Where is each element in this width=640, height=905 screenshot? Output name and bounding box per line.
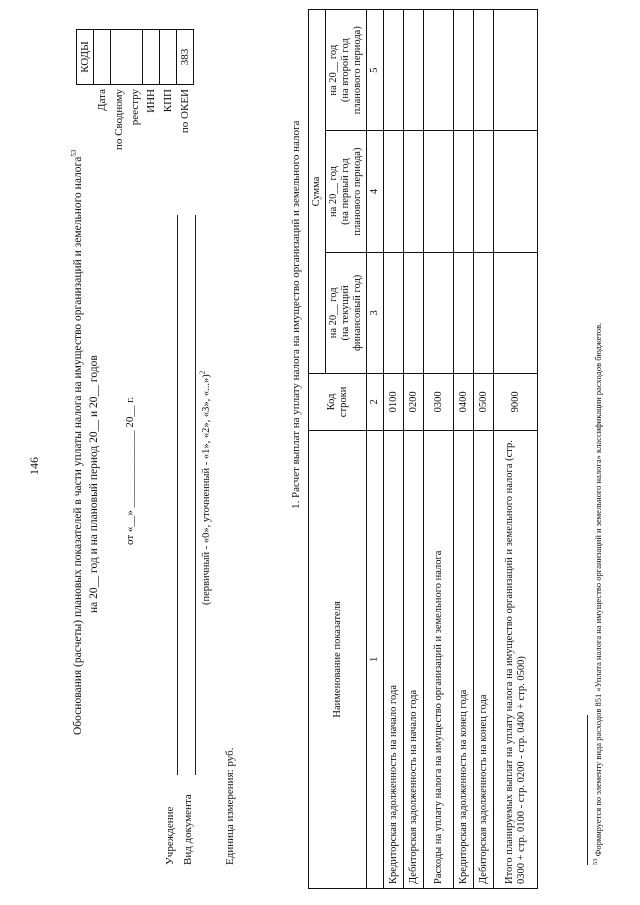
row-code: 0300 bbox=[424, 374, 454, 431]
row-name: Дебиторская задолженность на конец года bbox=[474, 430, 494, 888]
calculation-table-wrapper bbox=[308, 9, 538, 889]
row-code: 0500 bbox=[474, 374, 494, 431]
column-number-row bbox=[367, 10, 384, 889]
column-number: 1 bbox=[367, 430, 384, 888]
sum-cell bbox=[384, 131, 404, 252]
table-row-total bbox=[494, 10, 538, 889]
sum-cell bbox=[454, 10, 474, 131]
hint-text: (первичный - «0», уточненный - «1», «2», «3», «...») bbox=[201, 374, 212, 605]
title-period: на 20__ год и на плановый период 20__ и 20__ годов bbox=[88, 355, 100, 613]
table-row bbox=[424, 10, 454, 889]
codes-header: КОДЫ bbox=[77, 30, 94, 85]
header-sum: Сумма bbox=[309, 10, 326, 374]
institution-label: Учреждение bbox=[164, 806, 176, 865]
code-value-inn bbox=[143, 30, 160, 85]
column-number: 5 bbox=[367, 10, 384, 131]
code-label-date: Дата bbox=[96, 89, 108, 111]
codes-box bbox=[76, 29, 194, 179]
row-code: 9000 bbox=[494, 374, 538, 431]
code-label-inn: ИНН bbox=[145, 89, 157, 113]
sum-cell bbox=[494, 10, 538, 131]
institution-field-line bbox=[176, 215, 178, 775]
row-code: 0200 bbox=[404, 374, 424, 431]
code-value-registry bbox=[111, 30, 143, 85]
document-type-label: Вид документа bbox=[182, 794, 194, 865]
sum-cell bbox=[494, 131, 538, 252]
footnote-number: 53 bbox=[592, 858, 600, 865]
header-row-code: Код строки bbox=[309, 374, 367, 431]
page-number: 146 bbox=[27, 457, 41, 475]
column-number: 2 bbox=[367, 374, 384, 431]
sum-cell bbox=[454, 252, 474, 373]
row-code: 0100 bbox=[384, 374, 404, 431]
code-label-kpp: КПП bbox=[162, 89, 174, 113]
footnote bbox=[592, 323, 605, 865]
column-number: 3 bbox=[367, 252, 384, 373]
code-label-registry-2: реестру bbox=[128, 89, 141, 126]
sum-cell bbox=[404, 10, 424, 131]
header-sum-first-plan-year: на 20__ год (на первый год планового периода) bbox=[326, 131, 367, 252]
sum-cell bbox=[424, 10, 454, 131]
document-type-hint bbox=[200, 371, 213, 605]
sum-cell bbox=[404, 131, 424, 252]
codes-table bbox=[76, 29, 194, 179]
footnote-reference: 2 bbox=[198, 370, 207, 375]
sum-cell bbox=[454, 131, 474, 252]
sum-cell bbox=[424, 131, 454, 252]
calculation-table bbox=[308, 9, 538, 889]
table-row bbox=[474, 10, 494, 889]
table-row bbox=[454, 10, 474, 889]
footnote-separator bbox=[586, 715, 588, 865]
header-sum-second-plan-year: на 20__ год (на второй год планового периода) bbox=[326, 10, 367, 131]
sum-cell bbox=[494, 252, 538, 373]
date-line: от «__» ______________ 20__ г. bbox=[124, 396, 136, 545]
row-name: Расходы на уплату налога на имущество организаций и земельного налога bbox=[424, 430, 454, 888]
code-value-okei: 383 bbox=[177, 30, 194, 85]
unit-label: Единица измерения: руб. bbox=[224, 747, 236, 865]
document-title bbox=[72, 150, 85, 735]
row-name: Дебиторская задолженность на начало года bbox=[404, 430, 424, 888]
sum-cell bbox=[474, 10, 494, 131]
header-sum-current-year: на 20__ год (на текущий финансовый год) bbox=[326, 252, 367, 373]
footnote-text: Формируется по элементу вида расходов 851 «Уплата налога на имущество организаций и земельного налога» классификации расходов бюджетов. bbox=[593, 322, 603, 857]
code-label-registry: по Сводному bbox=[112, 89, 125, 151]
title-text: Обоснования (расчеты) плановых показателей в части уплаты налога на имущество организаций и земельного налога bbox=[72, 156, 84, 735]
row-code: 0400 bbox=[454, 374, 474, 431]
document-type-field-line bbox=[194, 215, 196, 775]
row-name: Кредиторская задолженность на конец года bbox=[454, 430, 474, 888]
table-row bbox=[384, 10, 404, 889]
sum-cell bbox=[474, 252, 494, 373]
sum-cell bbox=[404, 252, 424, 373]
column-number: 4 bbox=[367, 131, 384, 252]
row-name: Итого планируемых выплат на уплату налога на имущество организаций и земельного налога (стр. 0300 + стр. 0100 - стр. 0200 - стр. 0400 + стр. 0500) bbox=[494, 430, 538, 888]
sum-cell bbox=[384, 252, 404, 373]
footnote-reference: 53 bbox=[70, 149, 79, 157]
sum-cell bbox=[384, 10, 404, 131]
code-value-kpp bbox=[160, 30, 177, 85]
table-row bbox=[404, 10, 424, 889]
sum-cell bbox=[424, 252, 454, 373]
row-name: Кредиторская задолженность на начало года bbox=[384, 430, 404, 888]
code-value-date bbox=[94, 30, 111, 85]
header-indicator-name: Наименование показателя bbox=[309, 430, 367, 888]
sum-cell bbox=[474, 131, 494, 252]
section-heading: 1. Расчет выплат на уплату налога на имущество организаций и земельного налога bbox=[290, 120, 302, 509]
code-label-okei: по ОКЕИ bbox=[179, 89, 191, 134]
